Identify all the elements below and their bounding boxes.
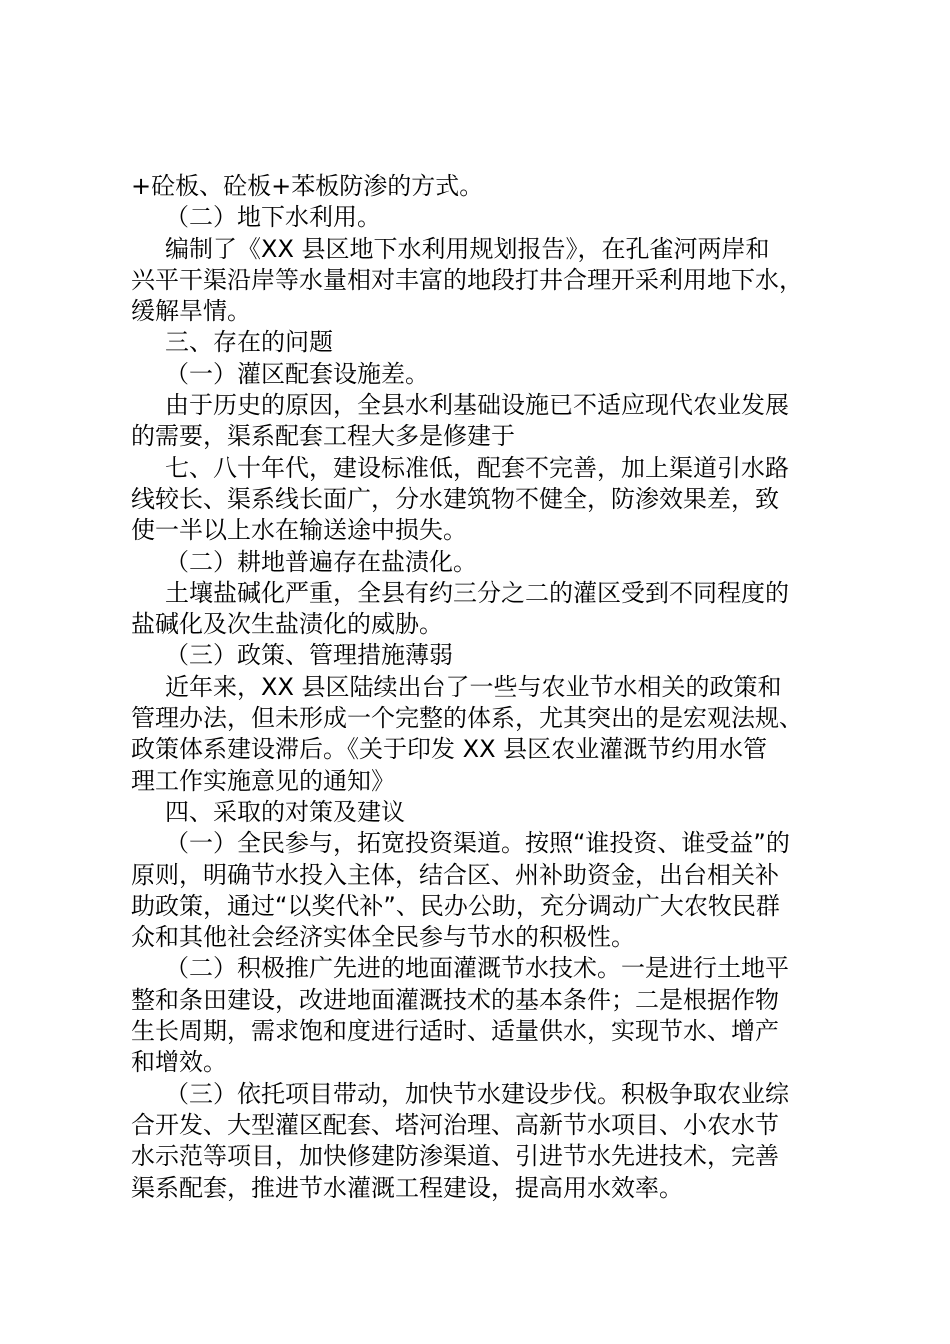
body-text bbox=[131, 171, 831, 1204]
text-line: 七、八十年代，建设标准低，配套不完善，加上渠道引水路 bbox=[165, 453, 789, 482]
text-line: 由于历史的原因，全县水利基础设施已不适应现代农业发展 bbox=[165, 391, 789, 420]
section-heading: （一）灌区配套设施差。 bbox=[165, 359, 429, 388]
text-line: 近年来，XX 县区陆续出台了一些与农业节水相关的政策和 bbox=[165, 672, 782, 701]
text-line: （一）全民参与，拓宽投资渠道。按照“谁投资、谁受益”的 bbox=[165, 829, 790, 858]
text-line: 使一半以上水在输送途中损失。 bbox=[131, 516, 467, 545]
text-line: 政策体系建设滞后。《关于印发 XX 县区农业灌溉节约用水管 bbox=[131, 735, 768, 764]
section-heading: （二）地下水利用。 bbox=[165, 203, 381, 232]
text-line: 线较长、渠系线长面广，分水建筑物不健全，防渗效果差，致 bbox=[131, 484, 779, 513]
text-line: 助政策，通过“以奖代补”、民办公助，充分调动广大农牧民群 bbox=[131, 891, 780, 920]
text-line: 盐碱化及次生盐渍化的威胁。 bbox=[131, 610, 443, 639]
text-line: 渠系配套，推进节水灌溉工程建设，提高用水效率。 bbox=[131, 1173, 683, 1202]
text-line: （二）积极推广先进的地面灌溉节水技术。一是进行土地平 bbox=[165, 954, 789, 983]
text-line: 众和其他社会经济实体全民参与节水的积极性。 bbox=[131, 923, 635, 952]
chapter-heading: 四、采取的对策及建议 bbox=[165, 797, 405, 826]
chapter-heading: 三、存在的问题 bbox=[165, 328, 333, 357]
text-line: 的需要，渠系配套工程大多是修建于 bbox=[131, 422, 515, 451]
text-line: 管理办法，但未形成一个完整的体系，尤其突出的是宏观法规、 bbox=[131, 704, 803, 733]
section-heading: （二）耕地普遍存在盐渍化。 bbox=[165, 547, 477, 576]
text-line: 整和条田建设，改进地面灌溉技术的基本条件；二是根据作物 bbox=[131, 985, 779, 1014]
text-line: 土壤盐碱化严重，全县有约三分之二的灌区受到不同程度的 bbox=[165, 578, 789, 607]
text-line: 生长周期，需求饱和度进行适时、适量供水，实现节水、增产 bbox=[131, 1017, 779, 1046]
text-line: 编制了《XX 县区地下水利用规划报告》，在孔雀河两岸和 bbox=[165, 234, 770, 263]
text-line: +砼板、砼板+苯板防渗的方式。 bbox=[131, 172, 484, 200]
text-line: 缓解旱情。 bbox=[131, 297, 251, 326]
text-line: 和增效。 bbox=[131, 1048, 227, 1077]
text-line: 原则，明确节水投入主体，结合区、州补助资金，出台相关补 bbox=[131, 860, 779, 889]
text-line: 兴平干渠沿岸等水量相对丰富的地段打井合理开采利用地下水， bbox=[131, 265, 803, 294]
text-line: 合开发、大型灌区配套、塔河治理、高新节水项目、小农水节 bbox=[131, 1110, 779, 1139]
text-line: （三）依托项目带动，加快节水建设步伐。积极争取农业综 bbox=[165, 1079, 789, 1108]
text-line: 理工作实施意见的通知》 bbox=[131, 766, 395, 795]
section-heading: （三）政策、管理措施薄弱 bbox=[165, 641, 453, 670]
text-line: 水示范等项目，加快修建防渗渠道、引进节水先进技术，完善 bbox=[131, 1142, 779, 1171]
